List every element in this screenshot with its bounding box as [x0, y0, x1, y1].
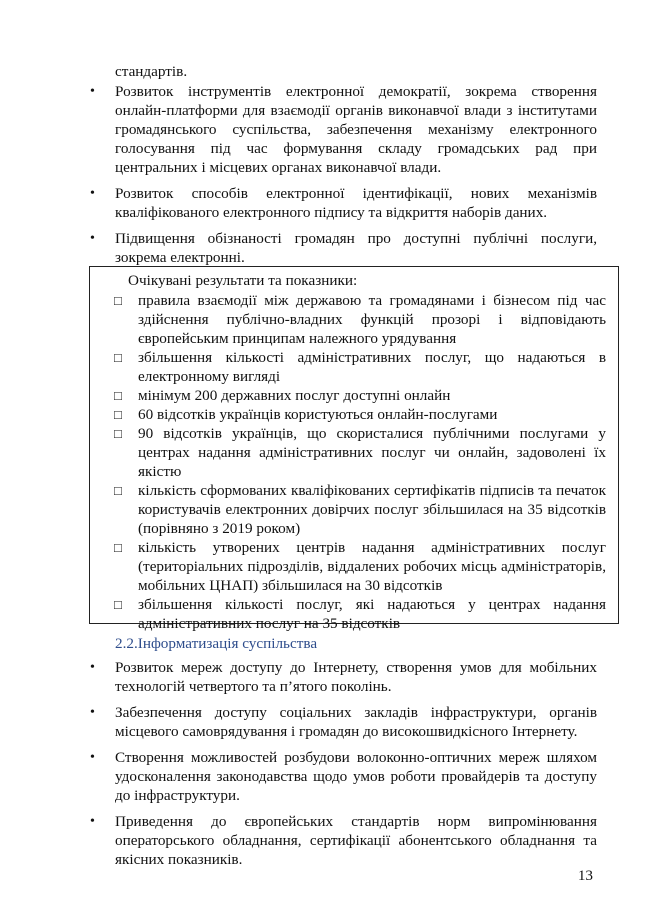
page-number: 13 [577, 867, 593, 884]
list-item-text: Розвиток інструментів електронної демократії, зокрема створення онлайн-платформи для взаємодії органів виконавчої влади з інститутами громадянського суспільства, забезпечення механізму електронного голосування під час формування складу громадських рад при центральних і місцевих органах виконавчої влади. [115, 83, 597, 176]
result-item-text: правила взаємодії між державою та громадянами і бізнесом під час здійснення публічно-владних функцій прозорі і відповідають європейським принципам належного урядування [138, 292, 606, 347]
list-item [0, 82, 597, 177]
bullet-icon: • [90, 660, 95, 675]
result-item [90, 481, 606, 538]
continuation-text: стандартів. [115, 63, 188, 80]
checkbox-bullet-icon: □ [114, 388, 122, 403]
result-item-text: збільшення кількості послуг, які надаються у центрах надання адміністративних послуг на 35 відсотків [138, 596, 606, 632]
result-item-text: 60 відсотків українців користуються онлайн-послугами [138, 406, 498, 423]
bullet-icon: • [90, 186, 95, 201]
list-item [0, 229, 597, 267]
list-item-text: Підвищення обізнаності громадян про доступні публічні послуги, зокрема електронні. [115, 230, 597, 266]
checkbox-bullet-icon: □ [114, 597, 122, 612]
list-item [0, 184, 597, 222]
result-item [90, 291, 606, 348]
bullet-icon: • [90, 705, 95, 720]
list-item-text: Створення можливостей розбудови волоконно-оптичних мереж шляхом удосконалення законодавства щодо умов роботи провайдерів та доступу до інфраструктури. [115, 749, 597, 804]
checkbox-bullet-icon: □ [114, 483, 122, 498]
list-item-text: Розвиток способів електронної ідентифікації, нових механізмів кваліфікованого електронного підпису та відкриття наборів даних. [115, 185, 597, 221]
list-item [0, 658, 597, 696]
bullet-icon: • [90, 750, 95, 765]
section-heading: 2.2.Інформатизація суспільства [115, 635, 318, 652]
checkbox-bullet-icon: □ [114, 293, 122, 308]
result-item [90, 405, 606, 424]
bullet-icon: • [90, 814, 95, 829]
list-item-text: Забезпечення доступу соціальних закладів інфраструктури, органів місцевого самоврядування і громадян до високошвидкісного Інтернету. [115, 704, 597, 740]
results-list [90, 291, 618, 633]
list-item [0, 812, 597, 869]
bottom-bullet-list [0, 658, 650, 876]
result-item-text: кількість сформованих кваліфікованих сертифікатів підписів та печаток користувачів електронних довірчих послуг збільшилася на 35 відсотків (порівняно з 2019 роком) [138, 482, 606, 537]
list-item-text: Розвиток мереж доступу до Інтернету, створення умов для мобільних технологій четвертого та п’ятого поколінь. [115, 659, 597, 695]
result-item-text: мінімум 200 державних послуг доступні онлайн [138, 387, 451, 404]
checkbox-bullet-icon: □ [114, 540, 122, 555]
checkbox-bullet-icon: □ [114, 407, 122, 422]
result-item-text: збільшення кількості адміністративних послуг, що надаються в електронному вигляді [138, 349, 606, 385]
bullet-icon: • [90, 84, 95, 99]
result-item [90, 386, 606, 405]
list-item-text: Приведення до європейських стандартів норм випромінювання операторського обладнання, сертифікації абонентського обладнання та якісних показників. [115, 813, 597, 868]
result-item [90, 424, 606, 481]
checkbox-bullet-icon: □ [114, 350, 122, 365]
top-bullet-list [0, 82, 650, 274]
expected-results-box [89, 266, 619, 632]
result-item [90, 348, 606, 386]
bullet-icon: • [90, 231, 95, 246]
list-item [0, 748, 597, 805]
result-item [90, 538, 606, 595]
result-item-text: 90 відсотків українців, що скористалися публічними послугами у центрах надання адміністративних послуг чи онлайн, задоволені їх якістю [138, 425, 606, 480]
results-title: Очікувані результати та показники: [128, 272, 358, 289]
checkbox-bullet-icon: □ [114, 426, 122, 441]
list-item [0, 703, 597, 741]
result-item-text: кількість утворених центрів надання адміністративних послуг (територіальних підрозділів, віддалених робочих місць адміністраторів, мобільних ЦНАП) збільшилася на 30 відсотків [138, 539, 606, 594]
result-item [90, 595, 606, 633]
